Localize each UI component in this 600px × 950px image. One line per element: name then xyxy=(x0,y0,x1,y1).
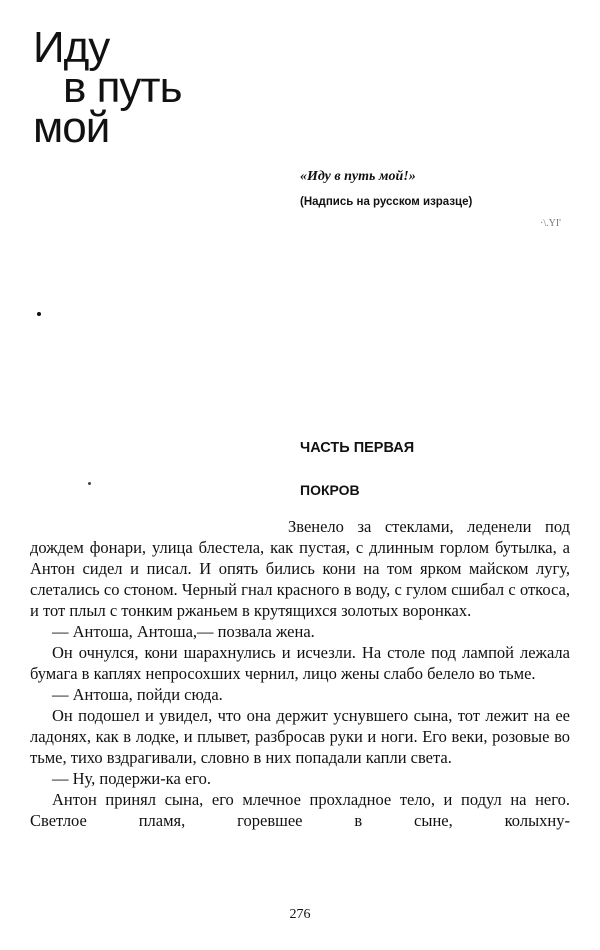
page-number: 276 xyxy=(289,907,311,922)
paragraph: Он очнулся, кони шарахнулись и исчезли. На столе под лампой лежала бумага в каплях непросохших чернил, лицо жены слабо белело во тьме. xyxy=(30,643,570,683)
print-speck xyxy=(37,312,41,316)
epigraph-source: (Надпись на русском изразце) xyxy=(300,196,473,208)
paragraph: Он подошел и увидел, что она держит уснувшего сына, тот лежит на ее ладонях, как в лодке, и плывет, разбросав руки и ноги. Его веки, розовые во тьме, тихо вздрагивали, словно в них попадали капли света. xyxy=(30,706,570,767)
chapter-heading: ПОКРОВ xyxy=(300,482,360,498)
epigraph xyxy=(300,168,570,208)
paragraph: — Антоша, пойди сюда. xyxy=(52,685,223,704)
title-line-3: мой xyxy=(33,103,110,152)
paragraph: Звенело за стеклами, леденели под дождем фонари, улица блестела, как пустая, с длинным горлом бутылка, а Антон сидел и писал. И опять бились кони на том ярком майском лугу, слетались со стоном. Черный гнал красного в воду, с гулом сшибал с откоса, и тот плыл с тонким ржаньем в крутящихся золотых воронках. xyxy=(30,517,570,620)
paragraph: — Ну, подержи-ка его. xyxy=(52,769,211,788)
title-line-1: Иду xyxy=(33,23,110,72)
paragraph: — Антоша, Антоша,— позвала жена. xyxy=(52,622,315,641)
paragraph: Антон принял сына, его млечное прохладное тело, и подул на него. Светлое пламя, горевшее в сыне, колыхну- xyxy=(30,790,570,830)
book-title xyxy=(33,23,182,152)
epigraph-quote: «Иду в путь мой!» xyxy=(300,169,416,184)
print-speck xyxy=(88,482,91,485)
body-text xyxy=(30,516,570,831)
margin-mark: ·\.ΥΙ' xyxy=(540,218,561,229)
title-line-2: в путь xyxy=(63,63,182,112)
part-heading: ЧАСТЬ ПЕРВАЯ xyxy=(300,440,415,456)
